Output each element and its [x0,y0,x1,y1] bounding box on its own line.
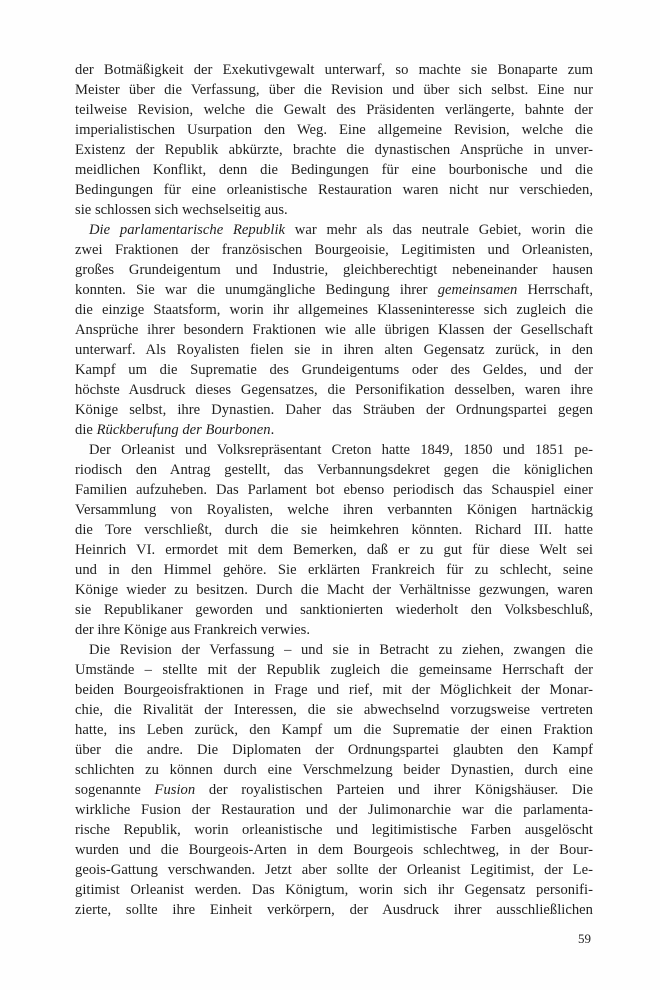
text-run: rische Republik, worin orleanistische und legitimistische Farben ausgelöscht [75,822,593,838]
text-run: beiden Bourgeoisfraktionen in Frage und rief, mit der Möglichkeit der Monar- [75,682,593,698]
text-line [75,300,593,320]
text-line [75,120,593,140]
text-run: die einzige Staatsform, worin ihr allgemeines Klasseninteresse sich zugleich die [75,302,593,318]
text-run: Versammlung von Royalisten, welche ihren verbannten Königen hartnäckig [75,502,593,518]
text-run: Existenz der Republik abkürzte, brachte die dynastischen Ansprüche in unver- [75,142,593,158]
text-run: geois-Gattung verschwanden. Jetzt aber sollte der Orleanist Legitimist, der Le- [75,862,593,878]
text-line [75,540,593,560]
text-line [75,80,593,100]
text-line [75,660,593,680]
text-line [75,700,593,720]
text-line [75,600,593,620]
text-run: wurden und die Bourgeois-Arten in dem Bourgeois schlechtweg, in der Bour- [75,842,593,858]
text-line [75,220,593,240]
text-run: gitimist Orleanist werden. Das Königtum, worin sich ihr Gegensatz personifi- [75,882,593,898]
text-run: Könige selbst, ihre Dynastien. Daher das Sträuben der Ordnungspartei gegen [75,402,593,418]
page-number: 59 [578,931,591,946]
italic-text-run: gemeinsamen [437,282,518,298]
text-line [75,860,593,880]
text-line [75,160,593,180]
text-run: Herrschaft, [517,282,593,298]
text-run: Könige wieder zu besitzen. Durch die Macht der Verhältnisse gezwungen, waren [75,582,593,598]
text-line [75,400,593,420]
text-line [75,460,593,480]
text-line [75,740,593,760]
text-run: chie, die Rivalität der Interessen, die sie abwechselnd vorzugsweise vertreten [75,702,593,718]
text-line [75,240,593,260]
text-run: konnten. Sie war die unumgängliche Bedingung ihrer [75,282,438,298]
text-run: der royalistischen Parteien und ihrer Königshäuser. Die [195,782,593,798]
text-run: wirkliche Fusion der Restauration und der Julimonarchie war die parlamenta- [75,802,593,818]
text-line [75,100,593,120]
text-run: hatte, ins Leben zurück, den Kampf um die Suprematie der einen Fraktion [75,722,593,738]
text-line [75,840,593,860]
text-run: Ansprüche ihrer besondern Fraktionen wie alle übrigen Klassen der Gesellschaft [75,322,593,338]
text-line [75,260,593,280]
text-line [75,620,593,640]
text-line [75,820,593,840]
text-run: sogenannte [75,782,155,798]
text-line [75,420,593,440]
text-run: . [270,422,275,438]
italic-text-run: Rückberufung der Bourbonen [96,422,271,438]
italic-text-run: Die parlamentarische Republik [89,222,286,238]
text-run: imperialistischen Usurpation den Weg. Eine allgemeine Revision, welche die [75,122,593,138]
text-line [75,640,593,660]
text-line [75,280,593,300]
text-run: Kampf um die Suprematie des Grundeigentums oder des Geldes, und der [75,362,593,378]
text-run: sie Republikaner geworden und sanktionierten wiederholt den Volksbeschluß, [75,602,593,618]
text-run: Der Orleanist und Volksrepräsentant Creton hatte 1849, 1850 und 1851 pe- [89,442,593,458]
text-line [75,340,593,360]
text-run: höchste Ausdruck dieses Gegensatzes, die Personifikation desselben, waren ihre [75,382,593,398]
text-line [75,380,593,400]
text-line [75,520,593,540]
text-run: Heinrich VI. ermordet mit dem Bemerken, daß er zu gut für diese Welt sei [75,542,593,558]
text-block [75,60,593,920]
text-line [75,320,593,340]
text-run: Meister über die Verfassung, über die Revision und über sich selbst. Eine nur [75,82,593,98]
text-line [75,440,593,460]
text-run: teilweise Revision, welche die Gewalt des Präsidenten verlängerte, bahnte der [75,102,593,118]
text-run: großes Grundeigentum und Industrie, gleichberechtigt nebeneinander hausen [75,262,593,278]
text-line [75,200,593,220]
text-line [75,60,593,80]
text-run: Familien aufzuheben. Das Parlament bot ebenso periodisch das Schauspiel einer [75,482,593,498]
text-run: und in den Himmel gehöre. Sie erklärten Frankreich für zu schlecht, seine [75,562,593,578]
text-run: die Tore verschließt, durch die sie heimkehren könnten. Richard III. hatte [75,522,593,538]
text-line [75,760,593,780]
text-line [75,880,593,900]
italic-text-run: Fusion [154,782,196,798]
text-line [75,500,593,520]
text-run: Bedingungen für eine orleanistische Restauration waren nicht nur verschieden, [75,182,593,198]
text-line [75,140,593,160]
text-line [75,780,593,800]
text-run: unterwarf. Als Royalisten fielen sie in ihren alten Gegensatz zurück, in den [75,342,593,358]
text-run: zierte, sollte ihre Einheit verkörpern, der Ausdruck ihrer ausschließlichen [75,902,593,918]
text-run: meidlichen Konflikt, denn die Bedingungen für eine bourbonische und die [75,162,593,178]
text-line [75,180,593,200]
text-run: zwei Fraktionen der französischen Bourgeoisie, Legitimisten und Orleanisten, [75,242,593,258]
text-run: die [75,422,97,438]
text-run: über die andre. Die Diplomaten der Ordnungspartei glaubten den Kampf [75,742,593,758]
text-run: war mehr als das neutrale Gebiet, worin die [285,222,593,238]
text-run: der Botmäßigkeit der Exekutivgewalt unterwarf, so machte sie Bonaparte zum [75,62,593,78]
text-line [75,720,593,740]
text-line [75,800,593,820]
text-line [75,480,593,500]
text-line [75,560,593,580]
text-run: der ihre Könige aus Frankreich verwies. [75,622,311,638]
text-run: Umstände – stellte mit der Republik zugleich die gemeinsame Herrschaft der [75,662,593,678]
text-run: riodisch den Antrag gestellt, das Verbannungsdekret gegen die königlichen [75,462,593,478]
text-line [75,900,593,920]
text-run: schlichten zu können durch eine Verschmelzung beider Dynastien, durch eine [75,762,593,778]
text-line [75,580,593,600]
text-line [75,680,593,700]
text-run: Die Revision der Verfassung – und sie in Betracht zu ziehen, zwangen die [89,642,593,658]
text-line [75,360,593,380]
text-run: sie schlossen sich wechselseitig aus. [75,202,288,218]
